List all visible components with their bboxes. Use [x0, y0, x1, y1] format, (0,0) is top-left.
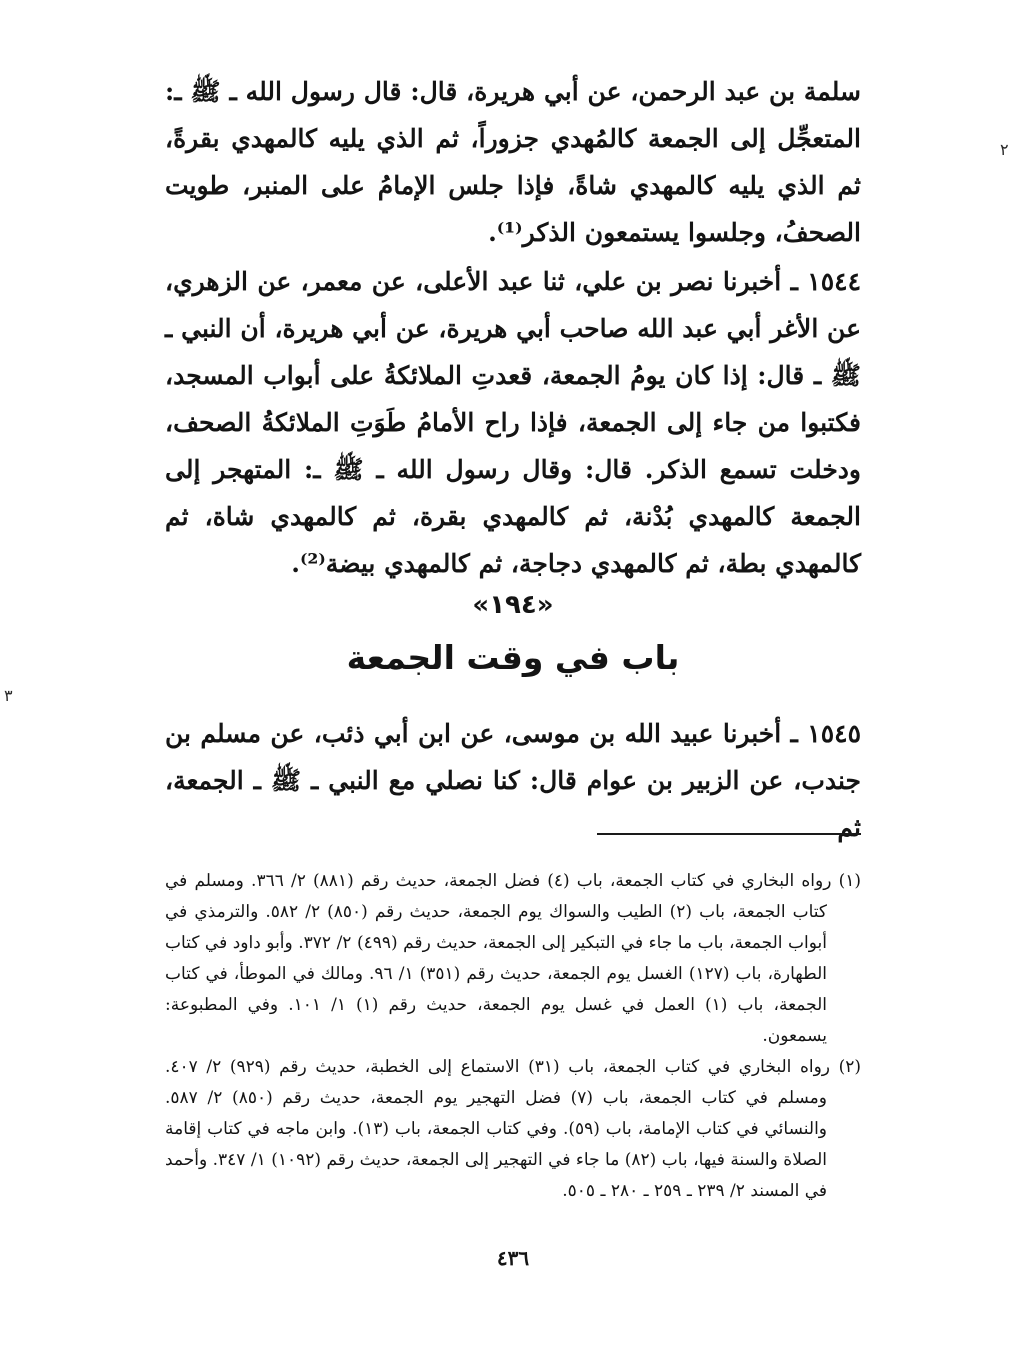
chapter-number: «١٩٤» — [472, 590, 554, 620]
footnote: (١) رواه البخاري في كتاب الجمعة، باب (٤) فضل الجمعة، حديث رقم (٨٨١) ٢/ ٣٦٦. ومسلم في كتاب الجمعة، باب (٢) الطيب والسواك يوم الجمعة، حديث رقم (٨٥٠) ٢/ ٥٨٢. والترمذي في أبواب الجمعة، باب ما جاء في التبكير إلى الجمعة، حديث رقم (٤٩٩) ٢/ ٣٧٢. وأبو داود في كتاب الطهارة، باب (١٢٧) الغسل يوم الجمعة، حديث رقم (٣٥١) ١/ ٩٦. ومالك في الموطأ، في كتاب الجمعة، باب (١) العمل في غسل يوم الجمعة، حديث رقم (١) ١/ ١٠١. وفي المطبوعة: يسمعون. — [165, 871, 862, 1046]
margin-mark: ٢ — [1000, 140, 1009, 159]
margin-mark: ٣ — [4, 686, 13, 705]
footnote-divider — [597, 833, 861, 835]
page-number: ٤٣٦ — [496, 1246, 530, 1270]
chapter-title: باب في وقت الجمعة — [346, 638, 680, 677]
hadith-paragraph: ١٥٤٤ ـ أخبرنا نصر بن علي، ثنا عبد الأعلى، عن معمر، عن الزهري، عن الأغر أبي عبد الله صاحب أبي هريرة، عن أبي هريرة، أن النبي ـ ﷺ ـ قال: إذا كان يومُ الجمعة، قعدتِ الملائكةُ على أبواب المسجد، فكتبوا من جاء إلى الجمعة، فإذا راح الأمامُ طَوَتِ الملائكةُ الصحف، ودخلت تسمع الذكر. قال: وقال رسول الله ـ ﷺ ـ: المتهجر إلى الجمعة كالمهدي بُدْنة، ثم كالمهدي بقرة، ثم كالمهدي شاة، ثم كالمهدي بطة، ثم كالمهدي دجاجة، ثم كالمهدي بيضة⁽²⁾. — [165, 267, 862, 578]
hadith-paragraph: سلمة بن عبد الرحمن، عن أبي هريرة، قال: قال رسول الله ـ ﷺ ـ: المتعجِّل إلى الجمعة كالمُهدي جزوراً، ثم الذي يليه كالمهدي بقرةً، ثم الذي يليه كالمهدي شاةً، فإذا جلس الإمامُ على المنبر، طويت الصحفُ، وجلسوا يستمعون الذكر⁽¹⁾. — [165, 77, 861, 247]
hadith-paragraph: ١٥٤٥ ـ أخبرنا عبيد الله بن موسى، عن ابن أبي ذئب، عن مسلم بن جندب، عن الزبير بن عوام قال: كنا نصلي مع النبي ـ ﷺ ـ الجمعة، ثم — [165, 719, 861, 842]
footnote: (٢) رواه البخاري في كتاب الجمعة، باب (٣١) الاستماع إلى الخطبة، حديث رقم (٩٢٩) ٢/ ٤٠٧. ومسلم في كتاب الجمعة، باب (٧) فضل التهجير يوم الجمعة، حديث رقم (٨٥٠) ٢/ ٥٨٧. والنسائي في كتاب الإمامة، باب (٥٩). وفي كتاب الجمعة، باب (١٣). وابن ماجه في كتاب إقامة الصلاة والسنة فيها، باب (٨٢) ما جاء في التهجير إلى الجمعة، حديث رقم (١٠٩٢) ١/ ٣٤٧. وأحمد في المسند ٢/ ٢٣٩ ـ ٢٥٩ ـ ٢٨٠ ـ ٥٠٥. — [165, 1057, 861, 1201]
footnotes — [165, 866, 861, 1207]
